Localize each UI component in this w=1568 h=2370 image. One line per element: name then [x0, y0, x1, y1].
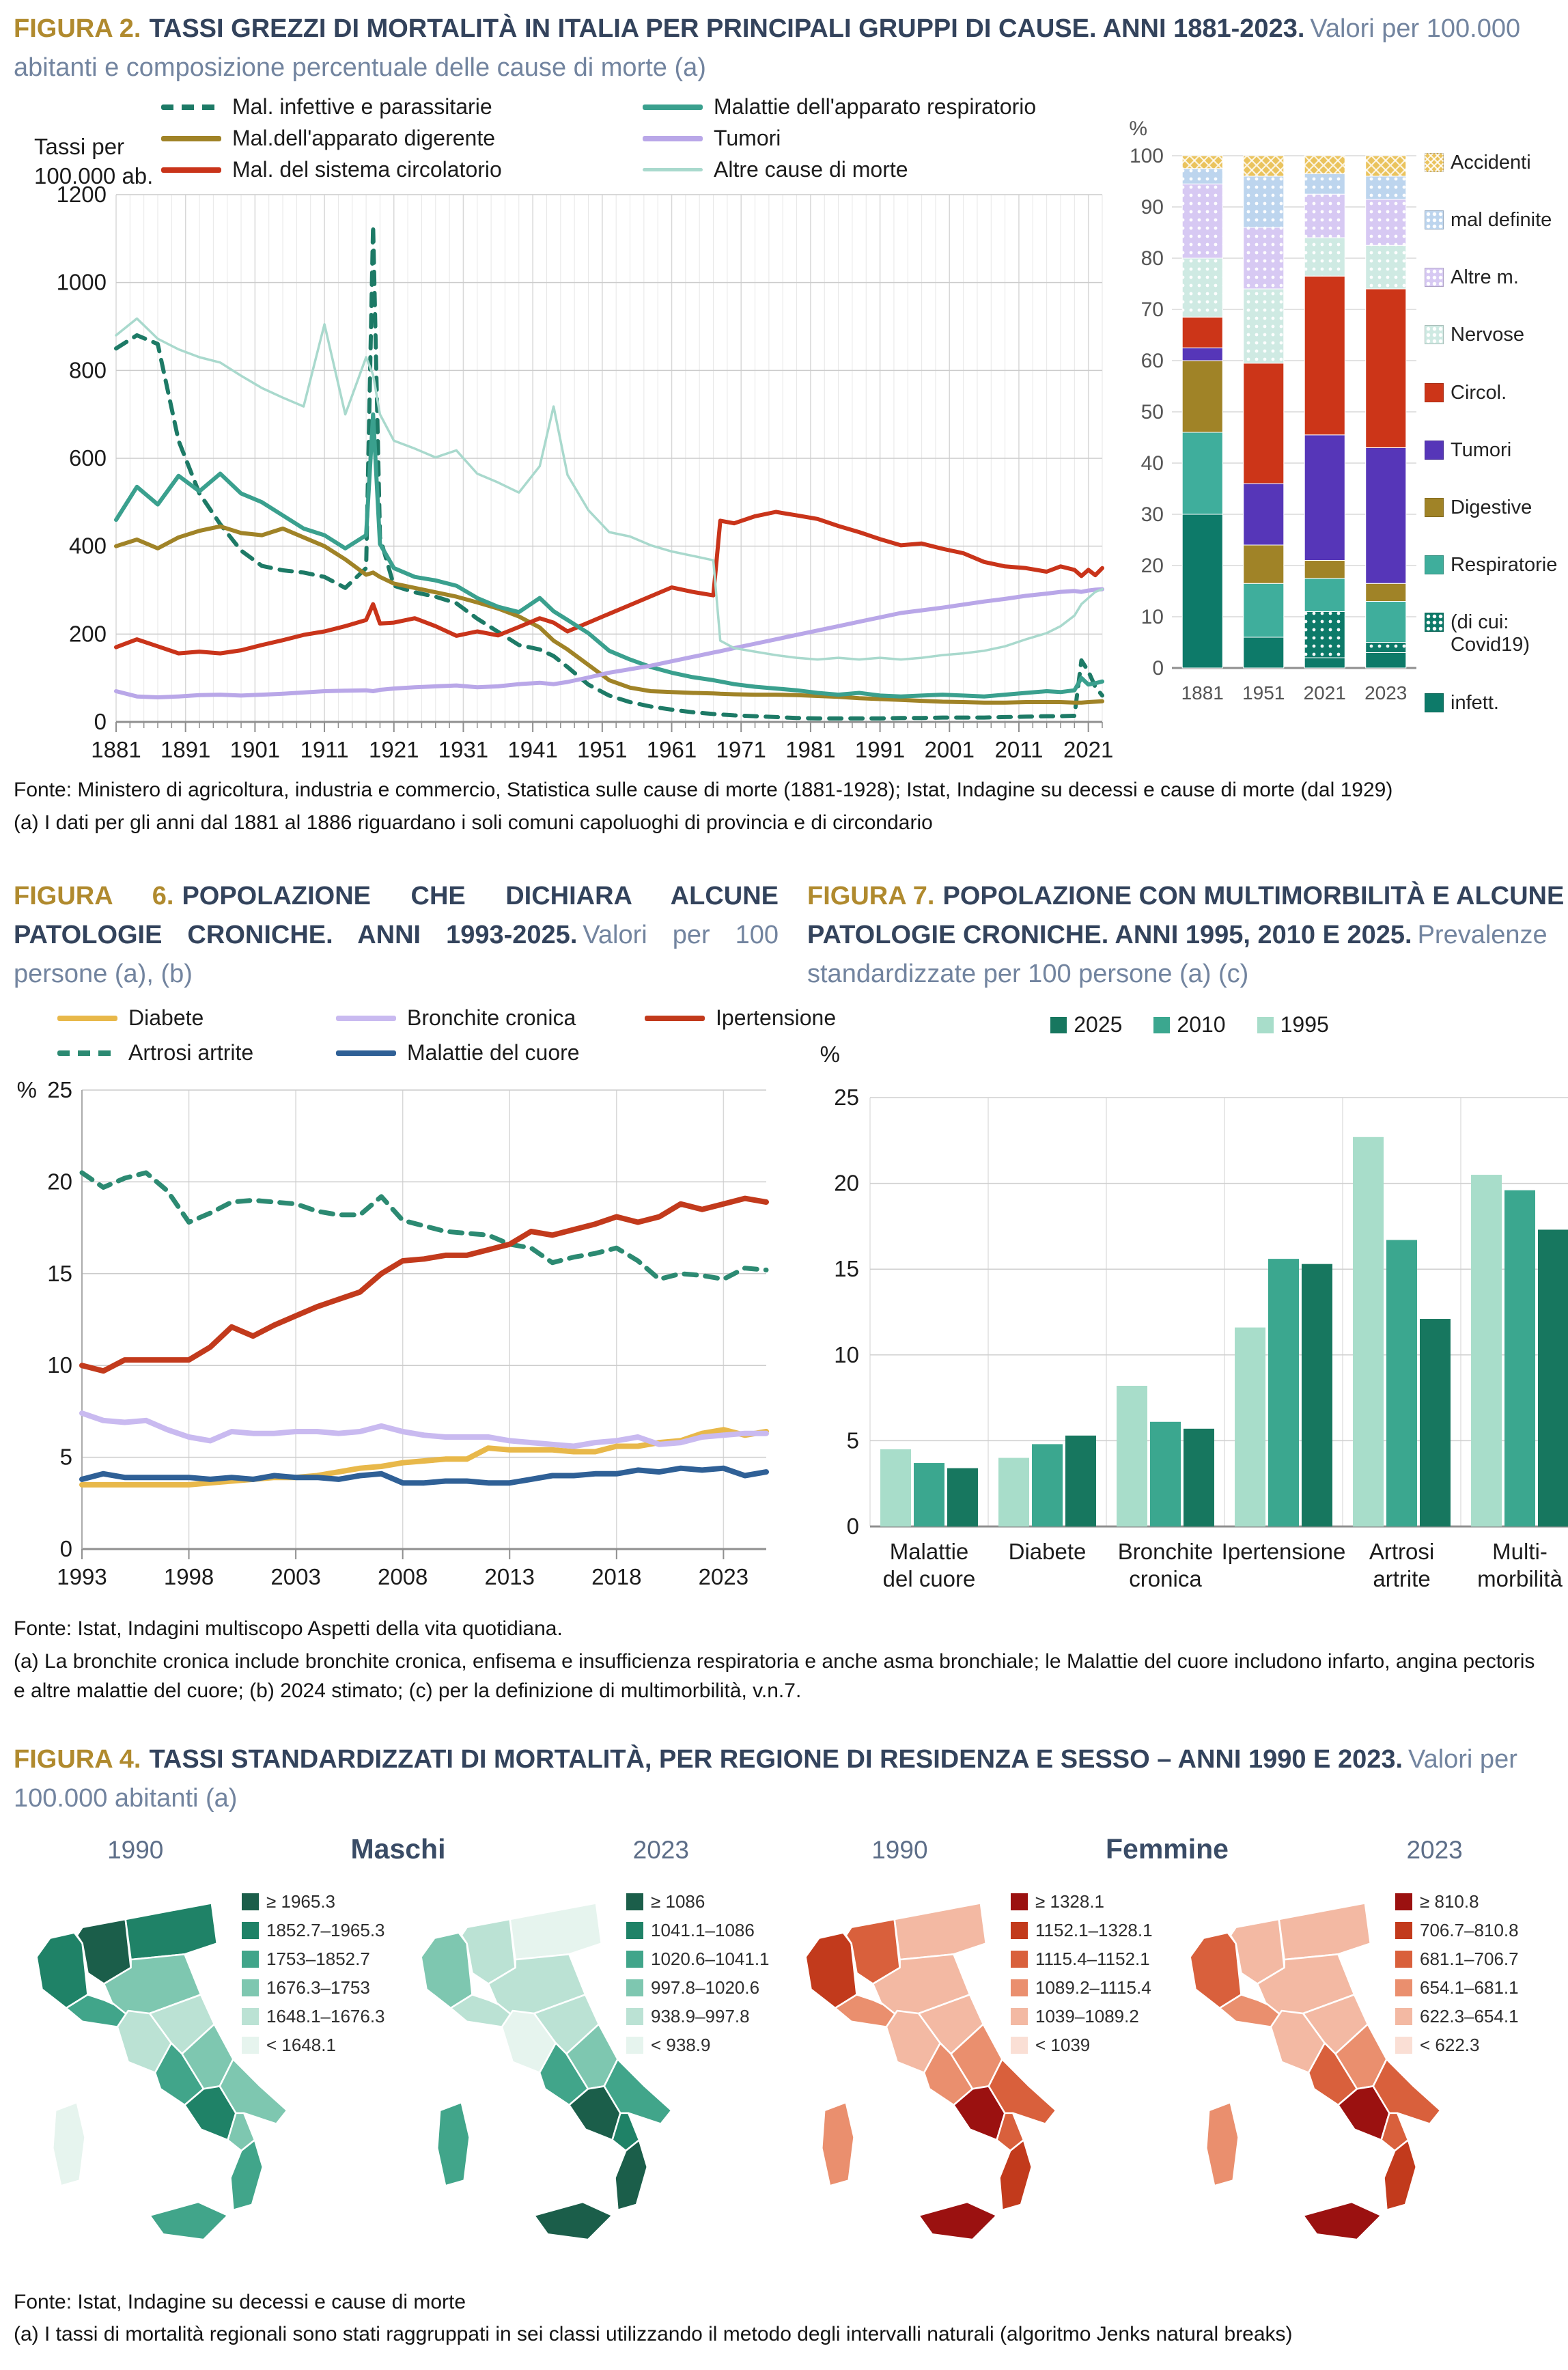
legend-swatch	[1425, 613, 1444, 632]
svg-text:1971: 1971	[716, 737, 766, 762]
legend-item	[1050, 1012, 1122, 1037]
map-block-femmine-2023	[1167, 1871, 1552, 2285]
map-legend-label: 1648.1–1676.3	[266, 2005, 385, 2026]
region-sicilia	[919, 2201, 996, 2239]
map-legend-label: 1676.3–1753	[266, 1977, 370, 1998]
map-legend-swatch	[626, 1893, 643, 1910]
svg-text:1881: 1881	[1181, 682, 1224, 703]
legend-swatch	[1425, 210, 1444, 229]
map-legend-label: 938.9–997.8	[651, 2005, 750, 2026]
figura-6-column	[14, 877, 837, 1611]
legend-label: 2010	[1177, 1012, 1226, 1037]
fig2-line-chart	[14, 185, 1113, 772]
map-legend-label: 622.3–654.1	[1420, 2005, 1519, 2026]
legend-line-swatch	[161, 136, 221, 141]
figura-4-section	[14, 1740, 1552, 2350]
svg-text:70: 70	[1140, 298, 1164, 321]
legend-swatch	[1425, 153, 1444, 172]
figura-4-label: FIGURA 4.	[14, 1744, 141, 1774]
svg-text:1921: 1921	[369, 737, 419, 762]
legend-item	[1425, 209, 1558, 232]
map-legend-swatch	[242, 2037, 259, 2054]
svg-text:Multi-: Multi-	[1492, 1539, 1548, 1564]
map-legend-row	[1395, 1920, 1519, 1941]
figura-2-label: FIGURA 2.	[14, 14, 141, 43]
map-legend-label: 1089.2–1115.4	[1035, 1977, 1151, 1998]
svg-text:800: 800	[68, 357, 107, 383]
fig4-fonte: Fonte: Istat, Indagine su decessi e cause di morte	[14, 2290, 466, 2313]
region-nordest	[510, 1903, 602, 1960]
map-legend-swatch	[1395, 2008, 1412, 2025]
svg-text:600: 600	[68, 445, 107, 471]
legend-swatch	[1425, 268, 1444, 287]
map-legend-label: 706.7–810.8	[1420, 1919, 1519, 1940]
region-calabria	[999, 2140, 1031, 2210]
map-legend-swatch	[1011, 1893, 1028, 1910]
map-legend-swatch	[626, 1922, 643, 1939]
svg-text:25: 25	[47, 1077, 72, 1102]
legend-label: Mal.dell'apparato digerente	[232, 126, 496, 150]
region-sardegna	[822, 2102, 854, 2186]
svg-text:%: %	[820, 1042, 840, 1067]
legend-label: Bronchite cronica	[407, 1005, 576, 1030]
maps-row	[14, 1871, 1552, 2285]
map-legend-row	[626, 1891, 770, 1912]
map-legend-row	[626, 1949, 770, 1970]
legend-item	[57, 1040, 336, 1065]
map-legend-label: ≥ 1965.3	[266, 1891, 336, 1912]
map-legend	[626, 1891, 770, 2056]
svg-text:60: 60	[1140, 350, 1164, 372]
svg-text:0: 0	[59, 1536, 72, 1561]
map-legend-row	[1395, 1891, 1519, 1912]
map-legend	[242, 1891, 385, 2056]
map-legend-label: 1020.6–1041.1	[651, 1948, 770, 1969]
legend-item	[1425, 439, 1558, 462]
legend-line-swatch	[645, 1016, 705, 1021]
map-legend-swatch	[1395, 1893, 1412, 1910]
map-legend-swatch	[242, 1922, 259, 1939]
map-legend-row	[1395, 2006, 1519, 2027]
legend-label: Nervose	[1451, 324, 1524, 346]
map-legend-label: 1041.1–1086	[651, 1919, 755, 1940]
legend-label: Respiratorie	[1451, 553, 1558, 576]
map-legend-row	[1011, 1891, 1153, 1912]
legend-swatch	[1425, 383, 1444, 402]
svg-text:1881: 1881	[91, 737, 141, 762]
fig2-legend-column	[161, 94, 643, 182]
map-legend-swatch	[1395, 2037, 1412, 2054]
figura-2-title	[14, 10, 1552, 87]
map-legend-swatch	[242, 1893, 259, 1910]
svg-text:1000: 1000	[56, 269, 107, 295]
legend-label: Tumori	[1451, 438, 1512, 461]
map-legend-swatch	[1011, 1922, 1028, 1939]
figura-6-title-text: POPOLAZIONE CHE DICHIARA ALCUNE PATOLOGIE CRONICHE. ANNI 1993-2025.	[14, 882, 779, 949]
legend-label: infett.	[1451, 691, 1499, 714]
map-block-maschi-2023	[398, 1871, 783, 2285]
map-legend-row	[242, 1891, 385, 1912]
svg-text:Diabete: Diabete	[1008, 1539, 1087, 1564]
svg-text:1200: 1200	[56, 185, 107, 207]
figura-6-7-section	[14, 877, 1565, 1706]
legend-item	[1425, 382, 1558, 404]
map-legend-swatch	[242, 2008, 259, 2025]
region-nw	[37, 1932, 88, 2007]
legend-label: Malattie dell'apparato respiratorio	[714, 94, 1037, 119]
legend-label: Tumori	[714, 126, 781, 150]
map-legend-label: 1152.1–1328.1	[1035, 1919, 1153, 1940]
map-legend-swatch	[1395, 1979, 1412, 1996]
legend-swatch	[1425, 693, 1444, 712]
map-legend-swatch	[626, 1951, 643, 1968]
fig6-legend-row	[57, 1005, 837, 1031]
figura-7-title-text: POPOLAZIONE CON MULTIMORBILITÀ E ALCUNE PATOLOGIE CRONICHE. ANNI 1995, 2010 E 2025.	[807, 882, 1565, 949]
map-legend-row	[626, 2006, 770, 2027]
figura-6-title	[14, 877, 779, 994]
fig2-y-axis-label-line1: Tassi per	[34, 134, 125, 159]
legend-line-swatch	[643, 104, 703, 110]
map-legend-swatch	[1395, 1922, 1412, 1939]
map-legend-swatch	[1011, 2037, 1028, 2054]
region-sicilia	[150, 2201, 227, 2239]
map-legend-label: 1753–1852.7	[266, 1948, 370, 1969]
legend-line-swatch	[57, 1050, 117, 1056]
map-legend-label: 1852.7–1965.3	[266, 1919, 385, 1940]
figura-7-column	[807, 877, 1568, 1611]
svg-text:1981: 1981	[785, 737, 836, 762]
legend-line-swatch	[643, 136, 703, 141]
svg-text:30: 30	[1140, 503, 1164, 526]
map-legend-row	[242, 1977, 385, 1998]
svg-text:del cuore: del cuore	[882, 1566, 976, 1591]
map-legend-row	[242, 1920, 385, 1941]
fig2-stacked-legend	[1425, 117, 1558, 759]
region-calabria	[1384, 2140, 1416, 2210]
legend-item	[643, 94, 1036, 120]
svg-text:1891: 1891	[160, 737, 211, 762]
figura-6-label: FIGURA 6.	[14, 882, 174, 910]
svg-text:10: 10	[834, 1341, 859, 1367]
svg-text:1951: 1951	[577, 737, 628, 762]
map-legend-row	[1011, 1949, 1153, 1970]
header-year-1990-femmine: 1990	[871, 1835, 928, 1864]
svg-text:2023: 2023	[1364, 682, 1408, 703]
map-legend-row	[1395, 1949, 1519, 1970]
figura-6-subtitle: Valori per 100 persone (a), (b)	[14, 921, 779, 988]
legend-line-swatch	[643, 168, 703, 171]
region-nw	[1190, 1932, 1242, 2007]
map-legend-label: 1039–1089.2	[1035, 2005, 1139, 2026]
fig2-y-axis-label	[34, 133, 153, 191]
legend-label: Ipertensione	[716, 1005, 837, 1030]
legend-item	[643, 157, 1036, 182]
svg-text:1961: 1961	[646, 737, 697, 762]
svg-text:2001: 2001	[924, 737, 975, 762]
svg-text:1911: 1911	[300, 737, 349, 762]
fig6-legend	[57, 1005, 837, 1065]
map-legend-swatch	[1011, 2008, 1028, 2025]
legend-item	[1425, 692, 1558, 714]
map-legend	[1395, 1891, 1519, 2056]
region-sicilia	[1303, 2201, 1381, 2239]
fig7-bar-chart	[807, 1037, 1568, 1611]
fig2-line-chart-block	[14, 94, 1113, 772]
legend-line-swatch	[336, 1016, 396, 1021]
map-legend-swatch	[242, 1951, 259, 1968]
maps-header	[14, 1833, 1552, 1865]
svg-text:200: 200	[68, 621, 107, 647]
map-legend-row	[1011, 2006, 1153, 2027]
map-legend-label: < 938.9	[651, 2034, 711, 2055]
map-legend-label: 654.1–681.1	[1420, 1977, 1519, 1998]
legend-item	[336, 1005, 645, 1031]
svg-text:25: 25	[834, 1085, 859, 1110]
map-legend-swatch	[1011, 1951, 1028, 1968]
svg-text:10: 10	[47, 1352, 72, 1378]
svg-text:1931: 1931	[438, 737, 489, 762]
svg-text:1998: 1998	[163, 1564, 214, 1589]
fig2-legend-column	[643, 94, 1036, 182]
svg-text:20: 20	[47, 1169, 72, 1195]
fig67-row	[14, 877, 1565, 1611]
svg-text:400: 400	[68, 533, 107, 559]
map-legend-swatch	[1395, 1951, 1412, 1968]
header-group-maschi: Maschi	[350, 1832, 446, 1865]
figura-2-title-text: TASSI GREZZI DI MORTALITÀ IN ITALIA PER PRINCIPALI GRUPPI DI CAUSE. ANNI 1881-2023.	[149, 14, 1305, 43]
legend-item	[57, 1005, 336, 1031]
fig67-nota: (a) La bronchite cronica include bronchite cronica, enfisema e insufficienza respiratoria e anche asma bronchiale; le Malattie del cuore includono infarto, angina pectoris e altre malattie del cuore; (b) 2024 stimato; (c) per la definizione di multimorbilità, v.n.7.	[14, 1649, 1535, 1702]
legend-item	[1425, 152, 1558, 174]
svg-text:15: 15	[834, 1256, 859, 1282]
map-legend-label: ≥ 1086	[651, 1891, 705, 1912]
header-year-2023-femmine: 2023	[1406, 1835, 1463, 1864]
svg-text:Malattie: Malattie	[889, 1539, 969, 1564]
fig2-stacked-chart-block	[1113, 117, 1558, 772]
legend-item	[1153, 1012, 1225, 1037]
map-legend-row	[1011, 2035, 1153, 2056]
legend-item	[161, 157, 643, 182]
svg-text:2013: 2013	[484, 1564, 535, 1589]
header-group-femmine: Femmine	[1105, 1832, 1229, 1865]
region-calabria	[230, 2140, 262, 2210]
fig6-legend-row	[57, 1040, 779, 1065]
map-legend-row	[1395, 1977, 1519, 1998]
map-legend-label: < 622.3	[1420, 2034, 1480, 2055]
svg-text:Artrosi: Artrosi	[1369, 1539, 1435, 1564]
svg-text:5: 5	[59, 1444, 72, 1470]
legend-label: 1995	[1280, 1012, 1329, 1037]
legend-line-swatch	[161, 167, 221, 173]
region-calabria	[615, 2140, 647, 2210]
legend-item	[1425, 324, 1558, 346]
map-legend-row	[1011, 1977, 1153, 1998]
maps-header-femmine	[783, 1833, 1552, 1865]
figura-7-title	[807, 877, 1568, 994]
legend-label: Artrosi artrite	[128, 1040, 254, 1065]
legend-item	[161, 94, 643, 120]
map-legend-label: ≥ 1328.1	[1035, 1891, 1105, 1912]
svg-text:1951: 1951	[1242, 682, 1285, 703]
legend-label: Diabete	[128, 1005, 204, 1030]
map-legend-swatch	[242, 1979, 259, 1996]
map-legend-swatch	[626, 1979, 643, 1996]
svg-text:90: 90	[1140, 196, 1164, 219]
svg-text:2021: 2021	[1063, 737, 1113, 762]
fig2-fonte: Fonte: Ministero di agricoltura, industria e commercio, Statistica sulle cause di morte (1881-1928); Istat, Indagine su decessi e cause di morte (dal 1929)	[14, 779, 1393, 801]
region-nordest	[1279, 1903, 1371, 1960]
region-sardegna	[437, 2102, 469, 2186]
svg-text:2008: 2008	[377, 1564, 428, 1589]
legend-label: Digestive	[1451, 496, 1532, 518]
map-legend-label: < 1648.1	[266, 2034, 336, 2055]
region-nordest	[895, 1903, 986, 1960]
legend-label: Circol.	[1451, 381, 1507, 404]
fig6-line-chart	[14, 1072, 779, 1605]
map-legend-row	[626, 2035, 770, 2056]
map-legend-swatch	[1011, 1979, 1028, 1996]
legend-label: 2025	[1074, 1012, 1123, 1037]
svg-text:Bronchite: Bronchite	[1117, 1539, 1214, 1564]
legend-label: (di cui: Covid19)	[1451, 611, 1530, 656]
svg-text:2003: 2003	[270, 1564, 321, 1589]
svg-text:%: %	[1129, 117, 1147, 140]
fig7-legend	[807, 1012, 1568, 1037]
legend-swatch	[1425, 325, 1444, 344]
legend-item	[1257, 1012, 1329, 1037]
legend-line-swatch	[57, 1016, 117, 1021]
legend-item	[1425, 497, 1558, 519]
map-legend-swatch	[626, 2008, 643, 2025]
svg-text:2011: 2011	[994, 737, 1044, 762]
fig2-legend	[161, 94, 1113, 182]
figura-7-subtitle: Prevalenze standardizzate per 100 persone (a) (c)	[807, 921, 1548, 988]
svg-text:1993: 1993	[57, 1564, 107, 1589]
legend-item	[161, 126, 643, 151]
legend-label: Altre m.	[1451, 266, 1519, 289]
legend-item	[1425, 611, 1558, 657]
figura-4-title-text: TASSI STANDARDIZZATI DI MORTALITÀ, PER REGIONE DI RESIDENZA E SESSO – ANNI 1990 E 2023.	[149, 1744, 1403, 1774]
legend-item	[1425, 266, 1558, 289]
svg-text:50: 50	[1140, 401, 1164, 423]
map-legend-label: < 1039	[1035, 2034, 1091, 2055]
svg-text:0: 0	[94, 709, 107, 734]
map-legend-row	[1395, 2035, 1519, 2056]
fig2-nota: (a) I dati per gli anni dal 1881 al 1886 riguardano i soli comuni capoluoghi di provincia e di circondario	[14, 811, 933, 834]
map-legend-row	[626, 1920, 770, 1941]
svg-text:40: 40	[1140, 452, 1164, 475]
maps-header-maschi	[14, 1833, 783, 1865]
legend-swatch	[1153, 1017, 1170, 1033]
svg-text:1941: 1941	[507, 737, 558, 762]
svg-text:Ipertensione: Ipertensione	[1221, 1539, 1346, 1564]
svg-text:20: 20	[1140, 555, 1164, 577]
legend-swatch	[1050, 1017, 1067, 1033]
legend-line-swatch	[161, 104, 221, 110]
map-legend-row	[242, 1949, 385, 1970]
svg-text:0: 0	[1152, 657, 1164, 680]
legend-swatch	[1425, 555, 1444, 574]
svg-text:morbilità: morbilità	[1477, 1566, 1563, 1591]
svg-text:20: 20	[834, 1170, 859, 1196]
fig2-charts-row	[14, 94, 1558, 772]
map-legend	[1011, 1891, 1153, 2056]
svg-text:artrite: artrite	[1373, 1566, 1431, 1591]
header-year-1990-maschi: 1990	[107, 1835, 164, 1864]
legend-label: Altre cause di morte	[714, 157, 908, 182]
legend-item	[1425, 554, 1558, 576]
map-legend-label: 1115.4–1152.1	[1035, 1948, 1150, 1969]
legend-line-swatch	[336, 1050, 396, 1056]
svg-text:1901: 1901	[229, 737, 281, 762]
figura-7-label: FIGURA 7.	[807, 882, 935, 910]
map-legend-row	[626, 1977, 770, 1998]
region-sicilia	[534, 2201, 612, 2239]
legend-swatch	[1425, 441, 1444, 460]
map-legend-row	[1011, 1920, 1153, 1941]
legend-swatch	[1257, 1017, 1274, 1033]
map-legend-row	[242, 2006, 385, 2027]
svg-text:15: 15	[47, 1260, 72, 1286]
legend-label: Mal. del sistema circolatorio	[232, 157, 502, 182]
map-legend-label: 681.1–706.7	[1420, 1948, 1519, 1969]
map-block-maschi-1990	[14, 1871, 398, 2285]
svg-text:2018: 2018	[591, 1564, 642, 1589]
svg-text:2023: 2023	[698, 1564, 749, 1589]
figura-2-section	[14, 10, 1558, 837]
legend-label: Accidenti	[1451, 152, 1531, 173]
map-legend-swatch	[626, 2037, 643, 2054]
header-year-2023-maschi: 2023	[632, 1835, 689, 1864]
map-legend-row	[242, 2035, 385, 2056]
svg-text:10: 10	[1140, 606, 1164, 628]
figura-2-subtitle: Valori per 100.000 abitanti e composizione percentuale delle cause di morte (a)	[14, 14, 1521, 82]
region-nw	[806, 1932, 857, 2007]
fig67-fonte: Fonte: Istat, Indagini multiscopo Aspetti della vita quotidiana.	[14, 1617, 563, 1640]
region-nordest	[126, 1903, 217, 1960]
region-sardegna	[53, 2102, 85, 2186]
fig4-nota: (a) I tassi di mortalità regionali sono stati raggruppati in sei classi utilizzando il metodo degli intervalli naturali (algoritmo Jenks natural breaks)	[14, 2323, 1293, 2345]
legend-label: Malattie del cuore	[407, 1040, 580, 1065]
legend-label: mal definite	[1451, 209, 1552, 232]
figura-4-subtitle: Valori per 100.000 abitanti (a)	[14, 1744, 1517, 1813]
legend-swatch	[1425, 498, 1444, 517]
svg-text:2021: 2021	[1303, 682, 1346, 703]
svg-text:cronica: cronica	[1129, 1566, 1202, 1591]
map-legend-label: ≥ 810.8	[1420, 1891, 1479, 1912]
region-nw	[421, 1932, 473, 2007]
svg-text:1991: 1991	[854, 737, 906, 762]
legend-label: Mal. infettive e parassitarie	[232, 94, 492, 119]
fig2-stacked-bar-chart	[1113, 117, 1420, 719]
legend-item	[643, 126, 1036, 151]
svg-text:5: 5	[846, 1427, 859, 1453]
map-legend-label: 997.8–1020.6	[651, 1977, 760, 1998]
map-block-femmine-1990	[783, 1871, 1167, 2285]
region-sardegna	[1206, 2102, 1238, 2186]
svg-text:80: 80	[1140, 247, 1164, 270]
svg-text:%: %	[16, 1077, 37, 1102]
svg-text:100: 100	[1129, 145, 1164, 167]
fig2-y-axis-label-line2: 100.000 ab.	[34, 163, 154, 189]
svg-text:0: 0	[846, 1514, 859, 1539]
legend-item	[336, 1040, 645, 1065]
figura-4-title	[14, 1740, 1552, 1818]
